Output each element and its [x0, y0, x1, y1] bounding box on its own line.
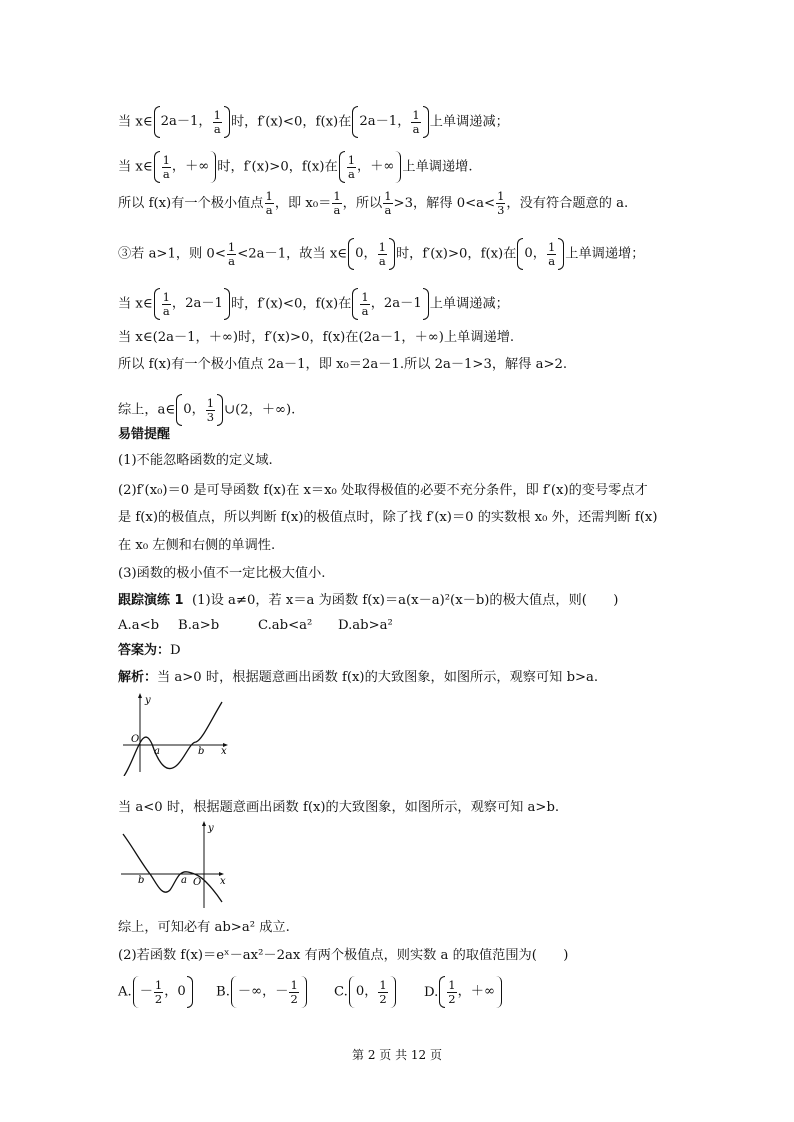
interval	[339, 150, 402, 184]
interval: $\frac{1}{a}$ ，2a－1	[154, 287, 230, 321]
exercise-question: 跟踪演练 1 (1)设 a≠0，若 x＝a 为函数 f(x)＝a(x－a)²(x－b)的极大值点，则( )	[118, 593, 619, 608]
interval	[154, 150, 217, 184]
a-label: a	[181, 875, 187, 886]
fraction: $\frac{1}{a}$	[265, 189, 273, 217]
options-q2	[118, 975, 503, 1009]
fraction: $\frac{1}{a}$	[412, 107, 420, 136]
option-c: C. 0， $\frac{1}{2}$	[334, 975, 424, 1009]
fraction: $\frac{1}{a}$	[162, 152, 170, 181]
fraction: $\frac{1}{a}$	[333, 189, 341, 217]
fraction: $\frac{1}{a}$	[347, 152, 356, 181]
section-heading: 易错提醒	[118, 427, 171, 442]
function-graph-2	[118, 818, 230, 910]
fraction: $\frac{1}{3}$	[497, 189, 505, 217]
solution-line: 当 a<0 时，根据题意画出函数 f(x)的大致图象，如图所示，观察可知 a>b.	[118, 800, 560, 815]
text-line	[118, 105, 509, 139]
function-graph-1	[118, 692, 230, 776]
interval	[154, 105, 230, 139]
option-a: A.a<b	[118, 618, 160, 633]
option-b: B. －∞，－ $\frac{1}{2}$	[216, 975, 334, 1009]
page-footer: 第 2 页 共 12 页	[352, 1048, 442, 1062]
option-c: C.ab<a²	[258, 618, 313, 633]
origin-label: O	[193, 877, 202, 888]
x-label: x	[221, 746, 227, 757]
b-label: b	[198, 746, 205, 757]
y-arrow	[202, 821, 206, 826]
interval: $\frac{1}{a}$ ，2a－1	[352, 287, 428, 321]
interval: 0， $\frac{1}{3}$	[176, 393, 223, 427]
text: 2a－1，	[359, 114, 411, 129]
text-line: 综上，a∈ 0， $\frac{1}{3}$ ∪(2，＋∞).	[118, 393, 295, 427]
fraction: $\frac{1}{a}$	[384, 189, 392, 217]
text-line: 所以 f(x)有一个极小值点 2a－1，即 x₀＝2a－1.所以 2a－1>3，解得 a>2.	[118, 357, 568, 372]
answer: 答案为：D	[118, 643, 181, 658]
text: 时，f′(x)<0，f(x)在	[230, 114, 352, 130]
option-d: D. $\frac{1}{2}$ ，＋∞	[424, 985, 503, 1000]
curve	[123, 834, 222, 902]
solution-line: 解析：当 a>0 时，根据题意画出函数 f(x)的大致图象，如图所示，观察可知 b>a.	[118, 670, 599, 685]
text: 当 x∈	[118, 159, 153, 175]
option-d: D.ab>a²	[338, 618, 393, 633]
text-line: 当 x∈(2a－1，＋∞)时，f′(x)>0，f(x)在(2a－1，＋∞)上单调递增.	[118, 330, 515, 345]
fraction: $\frac{1}{a}$	[162, 289, 170, 318]
text: 当 x∈	[118, 114, 153, 130]
y-label: y	[208, 823, 214, 834]
text-line: (3)函数的极小值不一定比极大值小.	[118, 566, 326, 581]
text-line: (2)f′(x₀)＝0 是可导函数 f(x)在 x＝x₀ 处取得极值的必要不充分条件，即 f′(x)的变号零点才	[118, 483, 648, 498]
text: ，＋∞	[171, 159, 210, 174]
text-line: 当 x∈ $\frac{1}{a}$ ，2a－1 时，f′(x)<0，f(x)在 $\frac{1}{a}$ ，2a－1 上单调递减；	[118, 287, 509, 321]
text: 上单调递减；	[429, 114, 509, 130]
fraction: $\frac{1}{a}$	[378, 239, 386, 268]
y-label: y	[145, 695, 151, 706]
options	[118, 617, 393, 635]
fraction: $\frac{1}{a}$	[227, 239, 236, 268]
text: 时，f′(x)>0，f(x)在	[217, 159, 338, 175]
text-line: 在 x₀ 左侧和右侧的单调性.	[118, 538, 276, 553]
interval	[352, 105, 428, 139]
text: ，＋∞	[357, 159, 395, 174]
fraction: $\frac{1}{a}$	[361, 289, 369, 318]
option-a: A. － $\frac{1}{2}$ ，0	[118, 975, 216, 1009]
y-arrow	[138, 693, 142, 698]
text-line	[118, 150, 473, 184]
b-label: b	[138, 875, 145, 886]
a-label: a	[154, 746, 160, 757]
solution-line: 综上，可知必有 ab>a² 成立.	[118, 920, 290, 935]
text: 上单调递增.	[402, 159, 473, 175]
x-label: x	[220, 876, 226, 887]
question-2: (2)若函数 f(x)＝eˣ－ax²－2ax 有两个极值点，则实数 a 的取值范围为( )	[118, 948, 569, 963]
fraction: $\frac{1}{3}$	[206, 395, 215, 424]
origin-label: O	[131, 734, 140, 745]
text-line: ③若 a>1，则 0< $\frac{1}{a}$ <2a－1，故当 x∈ 0， $\frac{1}{a}$ 时，f′(x)>0，f(x)在 0， $\frac{1}{a}$ 上单调递增；	[118, 237, 644, 271]
interval: 0， $\frac{1}{a}$	[348, 237, 395, 271]
interval: 0， $\frac{1}{a}$	[517, 237, 564, 271]
fraction: $\frac{1}{a}$	[213, 107, 221, 136]
option-b: B.a>b	[178, 618, 220, 633]
text-line: 所以 f(x)有一个极小值点 $\frac{1}{a}$ ，即 x₀＝ $\frac{1}{a}$ ，所以 $\frac{1}{a}$ >3，解得 0<a< $\frac{1}{3}$ ，没有符合题意的 a.	[118, 189, 629, 217]
text: 2a－1，	[160, 114, 212, 129]
text-line: 是 f(x)的极值点，所以判断 f(x)的极值点时，除了找 f′(x)＝0 的实数根 x₀ 外，还需判断 f(x)	[118, 510, 658, 525]
text-line: (1)不能忽略函数的定义域.	[118, 453, 273, 468]
fraction: $\frac{1}{a}$	[547, 239, 556, 268]
